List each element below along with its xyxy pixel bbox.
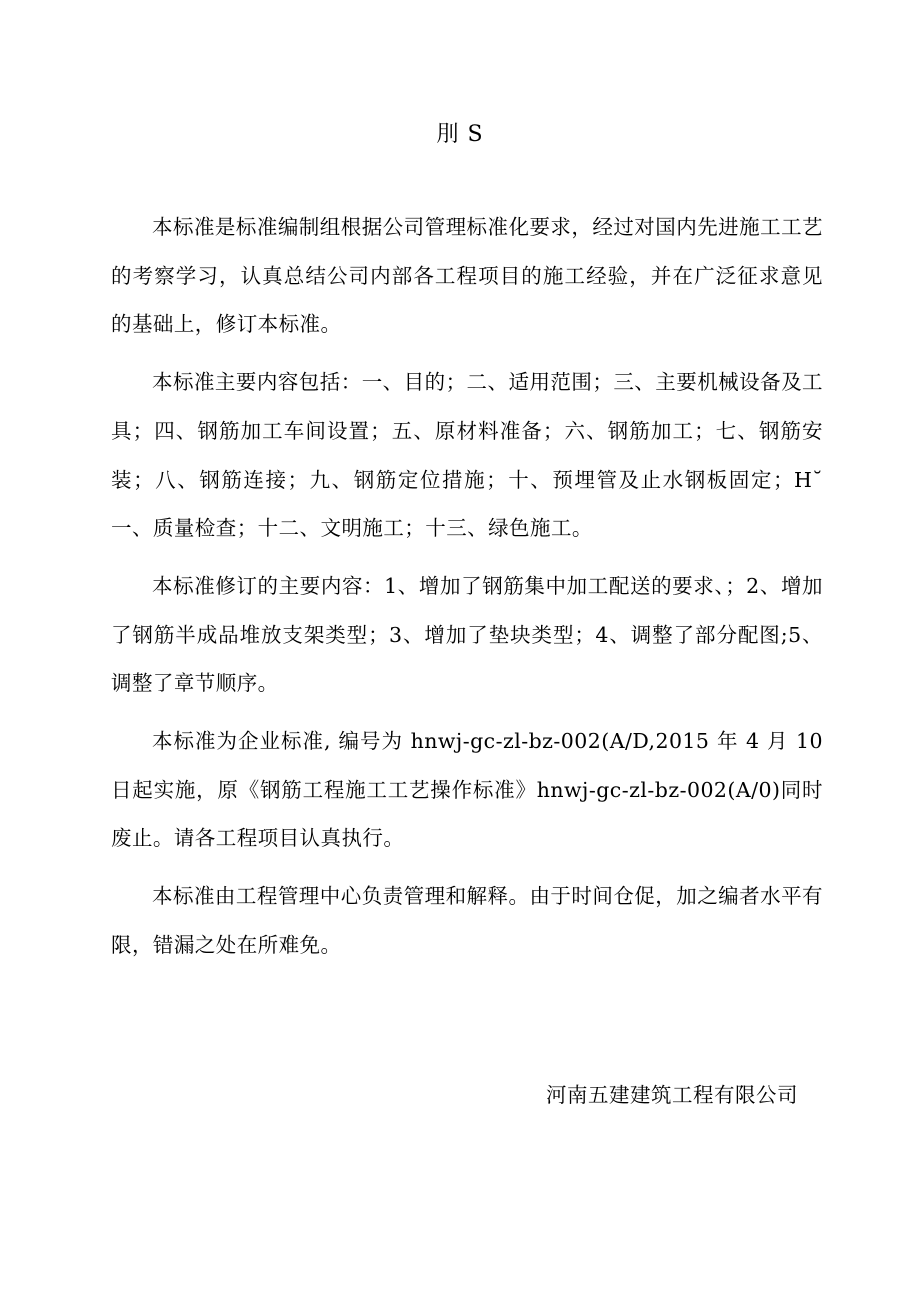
paragraph-management: 本标准由工程管理中心负责管理和解释。由于时间仓促，加之编者水平有限，错漏之处在所难免。 [111, 884, 823, 957]
paragraph-intro: 本标准是标准编制组根据公司管理标准化要求，经过对国内先进施工工艺的考察学习，认真总结公司内部各工程项目的施工经验，并在广泛征求意见的基础上，修订本标准。 [111, 215, 823, 337]
document-body [111, 203, 823, 979]
paragraph-revisions: 本标准修订的主要内容：1、增加了钢筋集中加工配送的要求、；2、增加了钢筋半成品堆放支架类型；3、增加了垫块类型；4、调整了部分配图;5、调整了章节顺序。 [111, 573, 823, 696]
company-signature: 河南五建建筑工程有限公司 [546, 1083, 798, 1107]
paragraph-contents: 本标准主要内容包括：一、目的；二、适用范围；三、主要机械设备及工具；四、钢筋加工车间设置；五、原材料准备；六、钢筋加工；七、钢筋安装；八、钢筋连接；九、钢筋定位措施；十、预埋管及止水钢板固定；H˘一、质量检查；十二、文明施工；十三、绿色施工。 [111, 370, 823, 541]
paragraph-standard-number: 本标准为企业标准, 编号为 hnwj-gc-zl-bz-002(A/D,2015 年 4 月 10 日起实施，原《钢筋工程施工工艺操作标准》hnwj-gc-zl-bz-002(A/0)同时废止。请各工程项目认真执行。 [111, 729, 823, 851]
page-title: 刖 S [436, 122, 484, 147]
